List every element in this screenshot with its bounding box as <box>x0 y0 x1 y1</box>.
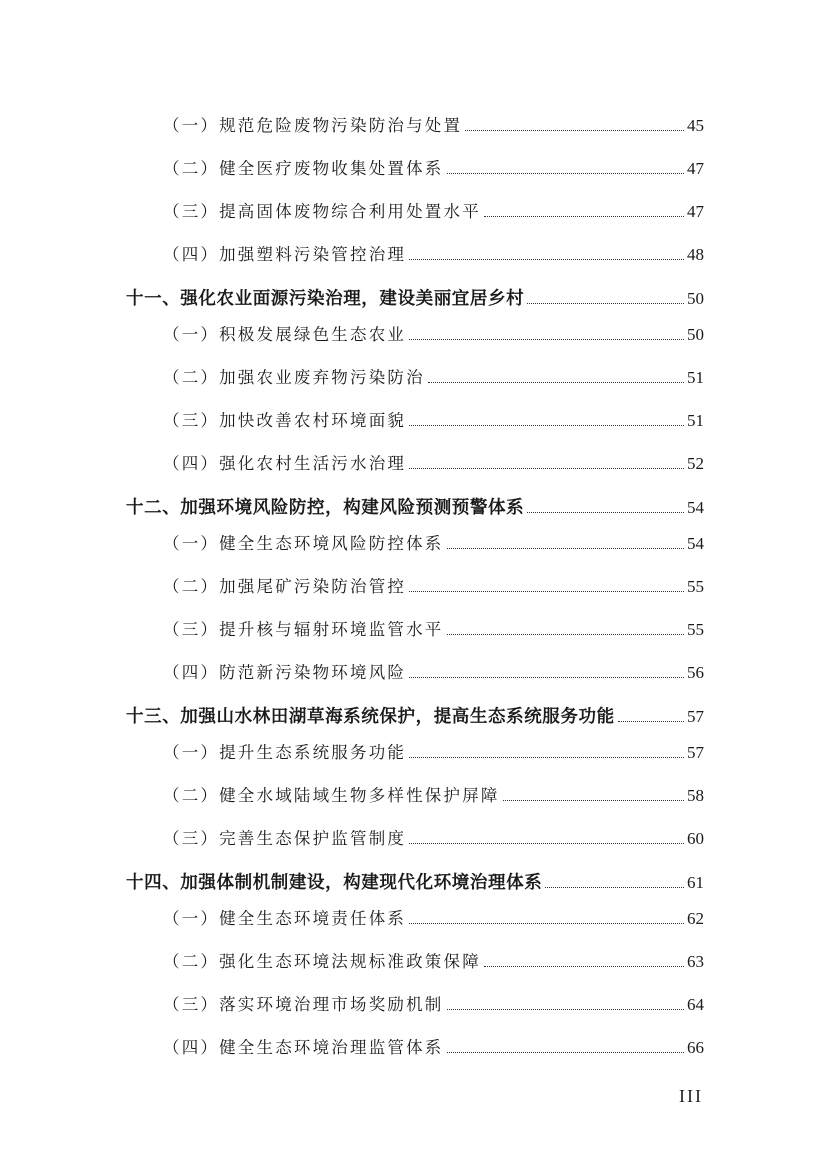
toc-entry[interactable] <box>163 407 704 433</box>
toc-entry[interactable] <box>163 112 704 138</box>
dot-leader <box>503 800 684 801</box>
toc-entry-label: （三）完善生态保护监管制度 <box>163 829 407 848</box>
toc-entry[interactable] <box>163 241 704 267</box>
toc-section-page: 54 <box>687 498 704 517</box>
toc-section[interactable] <box>126 494 704 520</box>
dot-leader <box>447 1052 685 1053</box>
dot-leader <box>409 339 684 340</box>
toc-section[interactable] <box>126 285 704 311</box>
toc-entry-label: （一）积极发展绿色生态农业 <box>163 325 407 344</box>
toc-entry-label: （三）落实环境治理市场奖励机制 <box>163 995 444 1014</box>
dot-leader <box>409 259 684 260</box>
toc-entry-page: 55 <box>687 620 704 639</box>
dot-leader <box>447 173 685 174</box>
toc-section-page: 61 <box>687 873 704 892</box>
toc-entry-page: 45 <box>687 116 704 135</box>
toc-entry-label: （一）健全生态环境责任体系 <box>163 909 407 928</box>
toc-entry-label: （四）防范新污染物环境风险 <box>163 663 407 682</box>
toc-entry-page: 63 <box>687 952 704 971</box>
dot-leader <box>618 721 684 722</box>
toc-entry[interactable] <box>163 155 704 181</box>
toc-entry-label: （二）健全水域陆域生物多样性保护屏障 <box>163 786 500 805</box>
toc-entry-label: （三）提升核与辐射环境监管水平 <box>163 620 444 639</box>
toc-section-label: 十三、加强山水林田湖草海系统保护，提高生态系统服务功能 <box>126 707 615 727</box>
toc-entry-page: 66 <box>687 1038 704 1057</box>
toc-entry-page: 50 <box>687 325 704 344</box>
toc-entry-label: （四）健全生态环境治理监管体系 <box>163 1038 444 1057</box>
dot-leader <box>447 634 685 635</box>
toc-entry[interactable] <box>163 450 704 476</box>
toc-entry-page: 47 <box>687 159 704 178</box>
dot-leader <box>465 130 684 131</box>
toc-entry[interactable] <box>163 364 704 390</box>
toc-entry-page: 54 <box>687 534 704 553</box>
toc-section[interactable] <box>126 869 704 895</box>
toc-section-label: 十一、强化农业面源污染治理，建设美丽宜居乡村 <box>126 289 525 309</box>
toc-entry[interactable] <box>163 530 704 556</box>
toc-entry-label: （二）加强尾矿污染防治管控 <box>163 577 407 596</box>
toc-entry[interactable] <box>163 573 704 599</box>
dot-leader <box>409 591 684 592</box>
toc-entry[interactable] <box>163 321 704 347</box>
toc-entry-label: （一）提升生态系统服务功能 <box>163 743 407 762</box>
toc-entry[interactable] <box>163 948 704 974</box>
toc-entry[interactable] <box>163 739 704 765</box>
dot-leader <box>409 468 684 469</box>
dot-leader <box>409 923 684 924</box>
dot-leader <box>527 512 684 513</box>
dot-leader <box>409 425 684 426</box>
toc-section-label: 十四、加强体制机制建设，构建现代化环境治理体系 <box>126 873 543 893</box>
toc-entry[interactable] <box>163 782 704 808</box>
toc-entry-page: 58 <box>687 786 704 805</box>
toc-entry-label: （三）提高固体废物综合利用处置水平 <box>163 202 481 221</box>
toc-entry[interactable] <box>163 1034 704 1060</box>
toc-entry-page: 47 <box>687 202 704 221</box>
dot-leader <box>484 966 684 967</box>
toc-entry[interactable] <box>163 198 704 224</box>
dot-leader <box>447 548 685 549</box>
toc-entry-label: （四）加强塑料污染管控治理 <box>163 245 407 264</box>
toc-entry[interactable] <box>163 825 704 851</box>
toc-section[interactable] <box>126 703 704 729</box>
toc-entry-label: （三）加快改善农村环境面貌 <box>163 411 407 430</box>
toc-section-page: 57 <box>687 707 704 726</box>
page-number: III <box>679 1086 703 1106</box>
toc-entry-label: （二）加强农业废弃物污染防治 <box>163 368 425 387</box>
toc-section-label: 十二、加强环境风险防控，构建风险预测预警体系 <box>126 498 525 518</box>
toc-entry[interactable] <box>163 616 704 642</box>
toc-section-page: 50 <box>687 289 704 308</box>
dot-leader <box>545 887 684 888</box>
toc-entry-page: 64 <box>687 995 704 1014</box>
dot-leader <box>409 843 684 844</box>
dot-leader <box>428 382 684 383</box>
dot-leader <box>447 1009 685 1010</box>
toc-entry[interactable] <box>163 905 704 931</box>
toc-entry-label: （四）强化农村生活污水治理 <box>163 454 407 473</box>
dot-leader <box>409 757 684 758</box>
toc-entry[interactable] <box>163 659 704 685</box>
toc-entry-label: （一）健全生态环境风险防控体系 <box>163 534 444 553</box>
toc-entry-page: 56 <box>687 663 704 682</box>
toc-entry-page: 51 <box>687 368 704 387</box>
toc-entry-page: 52 <box>687 454 704 473</box>
dot-leader <box>409 677 684 678</box>
toc-entry-label: （二）健全医疗废物收集处置体系 <box>163 159 444 178</box>
toc-entry-label: （二）强化生态环境法规标准政策保障 <box>163 952 481 971</box>
toc-entry-page: 55 <box>687 577 704 596</box>
toc-entry-label: （一）规范危险废物污染防治与处置 <box>163 116 463 135</box>
toc-entry-page: 48 <box>687 245 704 264</box>
toc-entry-page: 51 <box>687 411 704 430</box>
toc-entry-page: 62 <box>687 909 704 928</box>
toc-entry-page: 57 <box>687 743 704 762</box>
dot-leader <box>527 303 684 304</box>
dot-leader <box>484 216 684 217</box>
toc-entry[interactable] <box>163 991 704 1017</box>
toc-entry-page: 60 <box>687 829 704 848</box>
